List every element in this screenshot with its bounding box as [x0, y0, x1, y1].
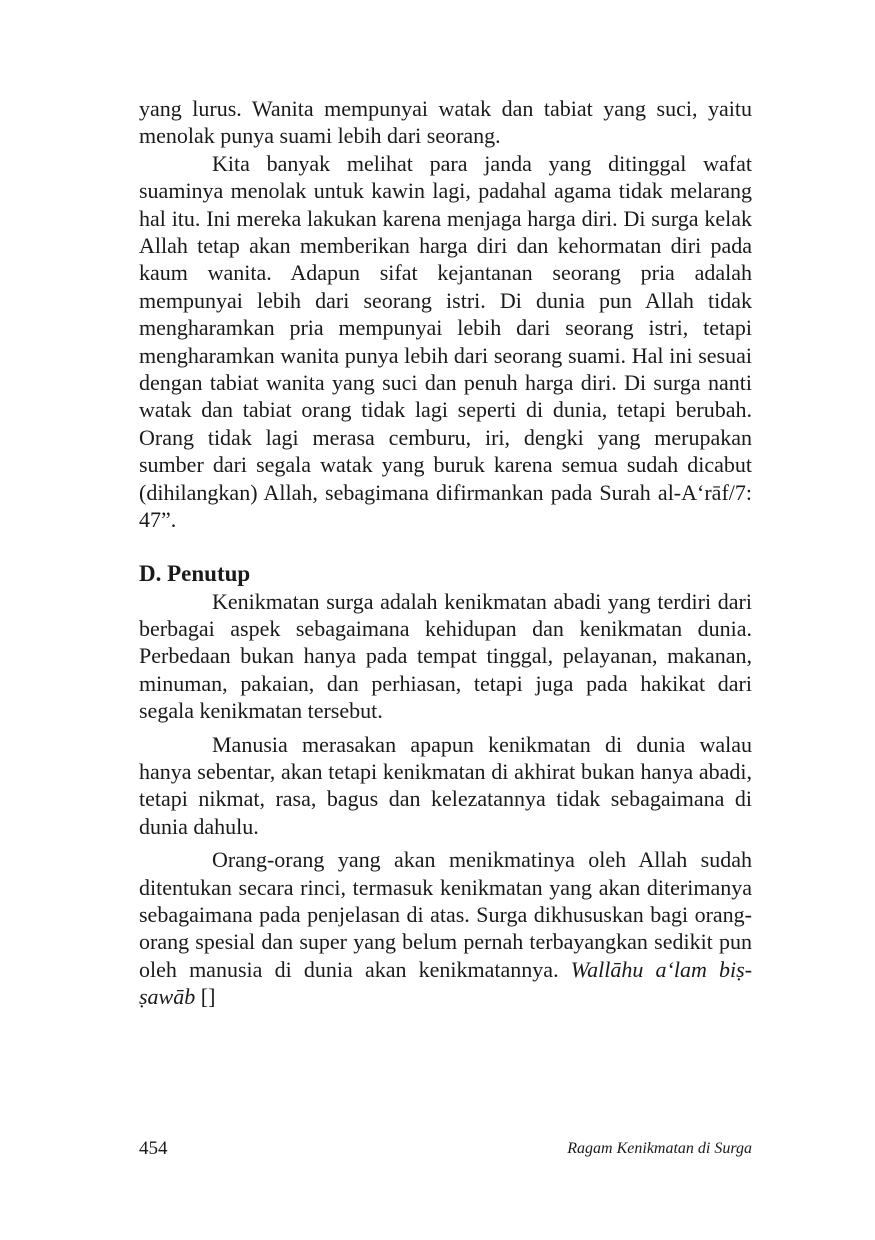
closing-paragraph-3-text: Orang-orang yang akan menikmatinya oleh Allah sudah ditentukan secara rinci, termasuk kenikmatan yang akan diterimanya sebagaimana pada penjelasan di atas. Surga dikhususkan bagi orang-orang spesial dan super yang belum pernah terbayangkan sedikit pun oleh manusia di dunia akan kenikmatannya. [139, 847, 752, 982]
page-body [139, 95, 752, 1011]
paragraph: Kita banyak melihat para janda yang ditinggal wafat suaminya menolak untuk kawin lagi, padahal agama tidak melarang hal itu. Ini mereka lakukan karena menjaga harga diri. Di surga kelak Allah tetap akan memberikan harga diri dan kehormatan diri pada kaum wanita. Adapun sifat kejantanan seorang pria adalah mempunyai lebih dari seorang istri. Di dunia pun Allah tidak mengharamkan pria mempunyai lebih dari seorang istri, tetapi mengharamkan wanita punya lebih dari seorang suami. Hal ini sesuai dengan tabiat wanita yang suci dan penuh harga diri. Di surga nanti watak dan tabiat orang tidak lagi seperti di dunia, tetapi berubah. Orang tidak lagi merasa cemburu, iri, dengki yang merupakan sumber dari segala watak yang buruk karena semua sudah dicabut (dihilangkan) Allah, sebagimana difirmankan pada Surah al-A‘rāf/7: 47”. [139, 150, 752, 533]
closing-paragraph-1: Kenikmatan surga adalah kenikmatan abadi yang terdiri dari berbagai aspek sebagaimana kehidupan dan kenikmatan dunia. Perbedaan bukan hanya pada tempat tinggal, pelayanan, makanan, minuman, pakaian, dan perhiasan, tetapi juga pada hakikat dari segala kenikmatan tersebut. [139, 588, 752, 724]
closing-phrase: Wallāhu a‘lam biṣ-ṣawāb [139, 956, 753, 1010]
page-footer [139, 1138, 752, 1160]
continued-paragraph: yang lurus. Wanita mempunyai watak dan tabiat yang suci, yaitu menolak punya suami lebih dari seorang. [139, 96, 752, 149]
closing-paragraph-2: Manusia merasakan apapun kenikmatan di dunia walau hanya sebentar, akan tetapi kenikmatan di akhirat bukan hanya abadi, tetapi nikmat, rasa, bagus dan kelezatannya tidak sebagaimana di dunia dahulu. [139, 731, 752, 839]
closing-paragraph-3 [139, 846, 752, 1010]
running-title: Ragam Kenikmatan di Surga [567, 1140, 752, 1157]
section-heading: D. Penutup [139, 560, 251, 586]
page-number: 454 [139, 1138, 168, 1159]
end-mark: [] [200, 984, 216, 1010]
